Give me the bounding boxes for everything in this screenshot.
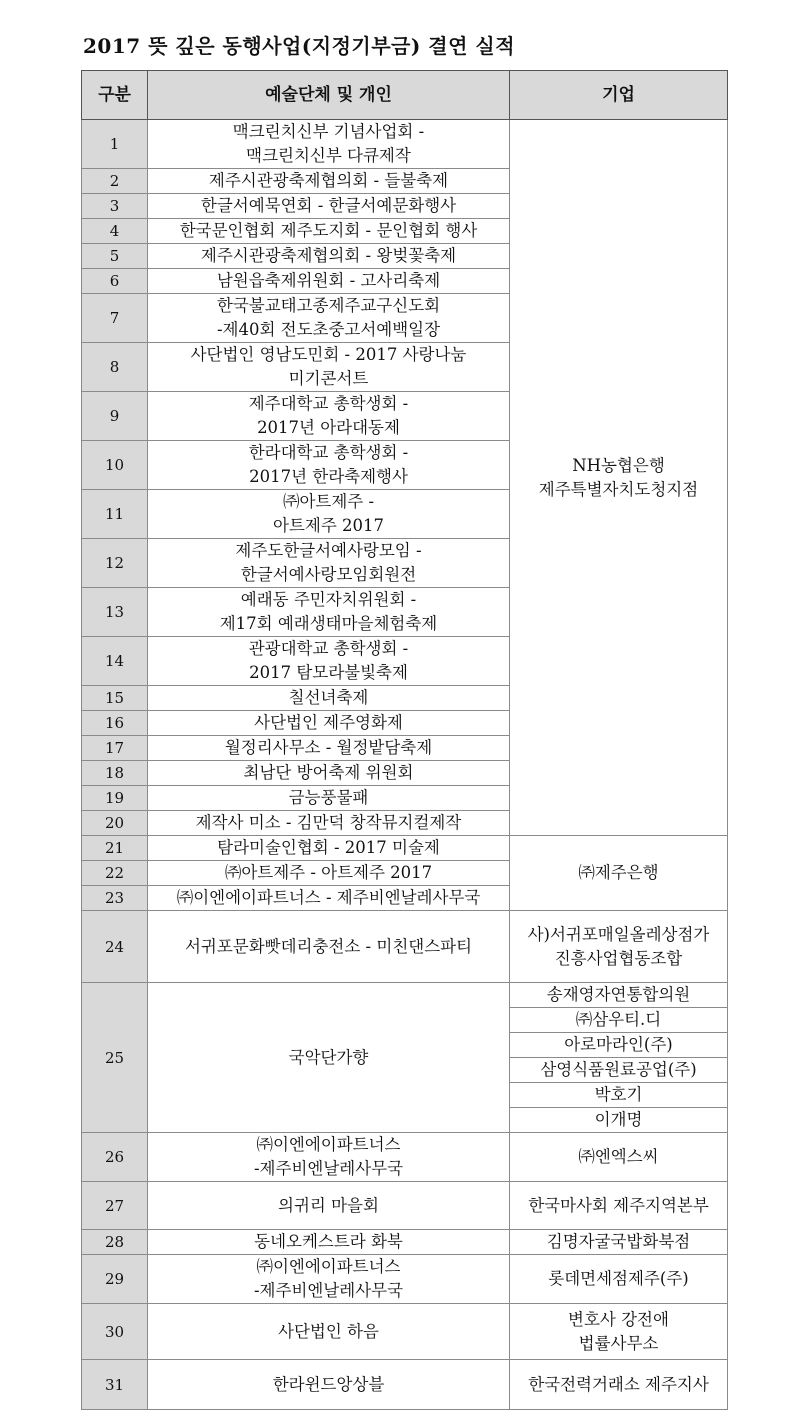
group-cell: 관광대학교 총학생회 - 2017 탐모라불빛축제 [148,637,510,686]
group-cell: 예래동 주민자치위원회 - 제17회 예래생태마을체험축제 [148,588,510,637]
company-cell: 아로마라인(주) [510,1033,728,1058]
group-cell: 서귀포문화빳데리충전소 - 미친댄스파티 [148,911,510,983]
table-row [82,1133,728,1182]
row-number: 26 [82,1133,148,1182]
table-row [82,1304,728,1360]
group-cell: 국악단가향 [148,983,510,1133]
group-cell: 한국문인협회 제주도지회 - 문인협회 행사 [148,219,510,244]
company-cell: 김명자굴국밥화북점 [510,1230,728,1255]
row-number: 3 [82,194,148,219]
company-cell: ㈜제주은행 [510,836,728,911]
row-number: 5 [82,244,148,269]
row-number: 12 [82,539,148,588]
row-number: 1 [82,120,148,169]
group-cell: 월정리사무소 - 월정밭담축제 [148,736,510,761]
row-number: 9 [82,392,148,441]
table-row [82,836,728,861]
group-cell: ㈜아트제주 - 아트제주 2017 [148,861,510,886]
header-no: 구분 [82,71,148,120]
group-cell: 제주대학교 총학생회 - 2017년 아라대동제 [148,392,510,441]
row-number: 29 [82,1255,148,1304]
company-cell: 변호사 강전애 법률사무소 [510,1304,728,1360]
company-cell: 사)서귀포매일올레상점가 진흥사업협동조합 [510,911,728,983]
row-number: 7 [82,294,148,343]
row-number: 2 [82,169,148,194]
company-cell: 삼영식품원료공업(주) [510,1058,728,1083]
group-cell: 의귀리 마을회 [148,1182,510,1230]
group-cell: 맥크린치신부 기념사업회 - 맥크린치신부 다큐제작 [148,120,510,169]
company-cell: NH농협은행 제주특별자치도청지점 [510,120,728,836]
group-cell: 한글서예묵연회 - 한글서예문화행사 [148,194,510,219]
row-number: 20 [82,811,148,836]
group-cell: 동네오케스트라 화북 [148,1230,510,1255]
row-number: 4 [82,219,148,244]
row-number: 17 [82,736,148,761]
group-cell: 금능풍물패 [148,786,510,811]
group-cell: 남원읍축제위원회 - 고사리축제 [148,269,510,294]
company-cell: ㈜삼우티.디 [510,1008,728,1033]
table-row [82,120,728,169]
row-number: 31 [82,1360,148,1410]
row-number: 6 [82,269,148,294]
group-cell: ㈜이엔에이파트너스 -제주비엔날레사무국 [148,1133,510,1182]
group-cell: 한국불교태고종제주교구신도회 -제40회 전도초중고서예백일장 [148,294,510,343]
row-number: 28 [82,1230,148,1255]
group-cell: 최남단 방어축제 위원회 [148,761,510,786]
row-number: 22 [82,861,148,886]
row-number: 19 [82,786,148,811]
row-number: 11 [82,490,148,539]
group-cell: ㈜아트제주 - 아트제주 2017 [148,490,510,539]
company-cell: 송재영자연통합의원 [510,983,728,1008]
table-row [82,1182,728,1230]
table-row [82,1230,728,1255]
row-number: 18 [82,761,148,786]
table-row [82,1360,728,1410]
row-number: 16 [82,711,148,736]
group-cell: 칠선녀축제 [148,686,510,711]
company-cell: 한국마사회 제주지역본부 [510,1182,728,1230]
row-number: 30 [82,1304,148,1360]
group-cell: 사단법인 하음 [148,1304,510,1360]
company-cell: 이개명 [510,1108,728,1133]
group-cell: ㈜이엔에이파트너스 -제주비엔날레사무국 [148,1255,510,1304]
sponsorship-table [81,70,728,1410]
table-row [82,1255,728,1304]
group-cell: ㈜이엔에이파트너스 - 제주비엔날레사무국 [148,886,510,911]
row-number: 25 [82,983,148,1133]
group-cell: 제작사 미소 - 김만덕 창작뮤지컬제작 [148,811,510,836]
group-cell: 사단법인 영남도민회 - 2017 사랑나눔 미기콘서트 [148,343,510,392]
group-cell: 한라대학교 총학생회 - 2017년 한라축제행사 [148,441,510,490]
group-cell: 제주시관광축제협의회 - 왕벚꽃축제 [148,244,510,269]
header-company: 기업 [510,71,728,120]
company-cell: 롯데면세점제주(주) [510,1255,728,1304]
row-number: 13 [82,588,148,637]
company-cell: 박호기 [510,1083,728,1108]
row-number: 24 [82,911,148,983]
group-cell: 사단법인 제주영화제 [148,711,510,736]
group-cell: 제주도한글서예사랑모임 - 한글서예사랑모임회원전 [148,539,510,588]
row-number: 23 [82,886,148,911]
company-cell: ㈜엔엑스씨 [510,1133,728,1182]
row-number: 21 [82,836,148,861]
header-group: 예술단체 및 개인 [148,71,510,120]
document-title: 2017 뜻 깊은 동행사업(지정기부금) 결연 실적 [83,34,516,58]
row-number: 14 [82,637,148,686]
table-row [82,911,728,983]
row-number: 10 [82,441,148,490]
group-cell: 제주시관광축제협의회 - 들불축제 [148,169,510,194]
row-number: 27 [82,1182,148,1230]
row-number: 8 [82,343,148,392]
table-row [82,983,728,1008]
group-cell: 탐라미술인협회 - 2017 미술제 [148,836,510,861]
company-cell: 한국전력거래소 제주지사 [510,1360,728,1410]
row-number: 15 [82,686,148,711]
group-cell: 한라윈드앙상블 [148,1360,510,1410]
